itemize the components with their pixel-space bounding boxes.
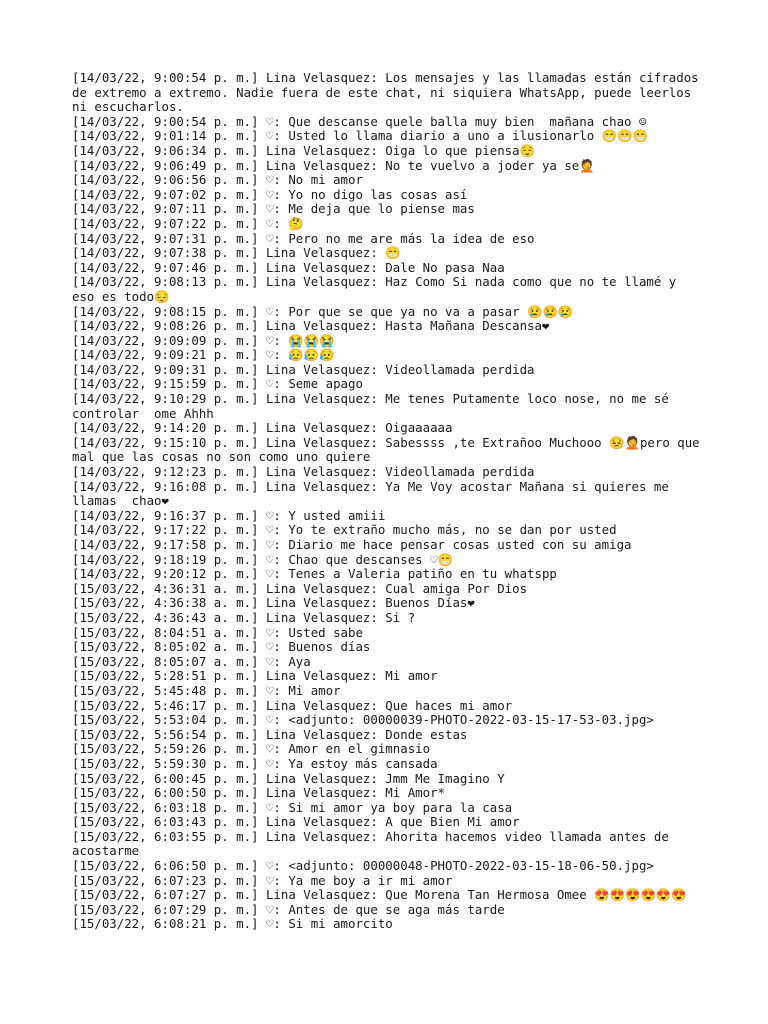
chat-message-line: [14/03/22, 9:17:58 p. m.] ♡: Diario me hace pensar cosas usted con su amiga — [72, 537, 632, 552]
chat-message-line: [14/03/22, 9:15:59 p. m.] ♡: Seme apago — [72, 376, 363, 392]
chat-message-line: [14/03/22, 9:18:19 p. m.] ♡: Chao que descanses ♡😁 — [72, 551, 453, 567]
chat-message-line: [14/03/22, 9:00:54 p. m.] ♡: Que descanse quele balla muy bien mañana chao ☺ — [72, 113, 647, 129]
chat-message-line: [15/03/22, 6:07:27 p. m.] Lina Velasquez: Que Morena Tan Hermosa Omee 😍😍😍😍😍😍 — [72, 887, 687, 903]
chat-message-line: [15/03/22, 6:06:50 p. m.] ♡: <adjunto: 00000048-PHOTO-2022-03-15-18-06-50.jpg> — [72, 858, 654, 874]
chat-message-line: [14/03/22, 9:16:37 p. m.] ♡: Y usted amiii — [72, 507, 386, 523]
chat-message-line: [14/03/22, 9:08:13 p. m.] Lina Velasquez: Haz Como Si nada como que no te llamé y eso es todo😔 — [72, 274, 684, 304]
chat-transcript — [72, 70, 708, 932]
chat-message-line: [15/03/22, 5:56:54 p. m.] Lina Velasquez: Donde estas — [72, 726, 468, 742]
chat-message-line: [15/03/22, 6:03:43 p. m.] Lina Velasquez: A que Bien Mi amor — [72, 814, 520, 830]
chat-message-line: [15/03/22, 6:08:21 p. m.] ♡: Si mi amorcito — [72, 916, 393, 932]
chat-message-line: [15/03/22, 5:59:30 p. m.] ♡: Ya estoy más cansada — [72, 755, 438, 771]
chat-message-line: [15/03/22, 4:36:43 a. m.] Lina Velasquez: Si ? — [72, 609, 416, 625]
chat-message-line: [14/03/22, 9:09:31 p. m.] Lina Velasquez: Videollamada perdida — [72, 361, 535, 377]
chat-message-line: [15/03/22, 5:59:26 p. m.] ♡: Amor en el gimnasio — [72, 741, 431, 757]
chat-message-line: [14/03/22, 9:01:14 p. m.] ♡: Usted lo llama diario a uno a ilusionarlo 😁😁😁 — [72, 128, 648, 144]
chat-message-line: [15/03/22, 4:36:31 a. m.] Lina Velasquez: Cual amiga Por Dios — [72, 580, 528, 596]
chat-message-line: [14/03/22, 9:17:22 p. m.] ♡: Yo te extraño mucho más, no se dan por usted — [72, 522, 617, 538]
chat-message-line: [14/03/22, 9:09:09 p. m.] ♡: 😭😭😭 — [72, 332, 335, 348]
chat-message-line: [15/03/22, 4:36:38 a. m.] Lina Velasquez: Buenos Días❤ — [72, 595, 475, 611]
chat-message-line: [14/03/22, 9:07:22 p. m.] ♡: 🤔 — [72, 215, 304, 231]
chat-message-line: [15/03/22, 5:53:04 p. m.] ♡: <adjunto: 00000039-PHOTO-2022-03-15-17-53-03.jpg> — [72, 712, 654, 728]
chat-message-line: [15/03/22, 5:46:17 p. m.] Lina Velasquez: Que haces mi amor — [72, 697, 513, 713]
chat-message-line: [15/03/22, 8:04:51 a. m.] ♡: Usted sabe — [72, 624, 363, 640]
chat-message-line: [15/03/22, 6:00:45 p. m.] Lina Velasquez: Jmm Me Imagino Y — [72, 770, 505, 786]
chat-message-line: [15/03/22, 6:07:29 p. m.] ♡: Antes de que se aga más tarde — [72, 901, 505, 917]
chat-message-line: [14/03/22, 9:16:08 p. m.] Lina Velasquez: Ya Me Voy acostar Mañana si quieres me llamas chao❤ — [72, 478, 677, 509]
chat-message-line: [14/03/22, 9:12:23 p. m.] Lina Velasquez: Videollamada perdida — [72, 464, 535, 480]
chat-message-line: [14/03/22, 9:00:54 p. m.] Lina Velasquez: Los mensajes y las llamadas están cifrados de extremo a extremo. Nadie fuera de este chat, ni siquiera WhatsApp, puede leerlos ni escucharlos. — [72, 70, 707, 115]
chat-message-line: [14/03/22, 9:07:02 p. m.] ♡: Yo no digo las cosas así — [72, 186, 468, 202]
chat-message-line: [14/03/22, 9:06:56 p. m.] ♡: No mi amor — [72, 172, 363, 188]
chat-message-line: [15/03/22, 5:28:51 p. m.] Lina Velasquez: Mi amor — [72, 668, 438, 684]
chat-message-line: [14/03/22, 9:14:20 p. m.] Lina Velasquez: Oigaaaaaa — [72, 420, 453, 436]
chat-message-line: [15/03/22, 6:00:50 p. m.] Lina Velasquez: Mi Amor* — [72, 785, 445, 801]
chat-message-line: [14/03/22, 9:10:29 p. m.] Lina Velasquez: Me tenes Putamente loco nose, no me sé controlar ome Ahhh — [72, 391, 677, 421]
chat-message-line: [15/03/22, 6:07:23 p. m.] ♡: Ya me boy a ir mi amor — [72, 872, 453, 888]
chat-message-line: [14/03/22, 9:06:34 p. m.] Lina Velasquez: Oiga lo que piensa😌 — [72, 142, 536, 158]
chat-message-line: [14/03/22, 9:07:46 p. m.] Lina Velasquez: Dale No pasa Naa — [72, 259, 505, 275]
chat-message-line: [14/03/22, 9:08:26 p. m.] Lina Velasquez: Hasta Mañana Descansa❤ — [72, 318, 550, 334]
chat-message-line: [15/03/22, 8:05:07 a. m.] ♡: Aya — [72, 653, 311, 669]
chat-message-line: [14/03/22, 9:08:15 p. m.] ♡: Por que se que ya no va a pasar 😢😢😢 — [72, 303, 574, 319]
chat-message-line: [14/03/22, 9:15:10 p. m.] Lina Velasquez: Sabessss ,te Extrañoo Muchooo 😣🤦pero que mal que las cosas no son como uno quiere — [72, 434, 708, 465]
chat-message-line: [14/03/22, 9:07:38 p. m.] Lina Velasquez: 😁 — [72, 245, 401, 261]
chat-message-line: [15/03/22, 6:03:55 p. m.] Lina Velasquez: Ahorita hacemos video llamada antes de acostarme — [72, 828, 677, 859]
chat-message-line: [14/03/22, 9:07:31 p. m.] ♡: Pero no me are más la idea de eso — [72, 230, 535, 246]
chat-message-line: [14/03/22, 9:20:12 p. m.] ♡: Tenes a Valeria patiño en tu whatspp — [72, 566, 557, 582]
chat-message-line: [15/03/22, 6:03:18 p. m.] ♡: Si mi amor ya boy para la casa — [72, 799, 513, 815]
chat-message-line: [14/03/22, 9:07:11 p. m.] ♡: Me deja que lo piense mas — [72, 201, 475, 217]
chat-message-line: [15/03/22, 5:45:48 p. m.] ♡: Mi amor — [72, 682, 341, 698]
chat-message-line: [14/03/22, 9:06:49 p. m.] Lina Velasquez: No te vuelvo a joder ya se🤦 — [72, 157, 595, 173]
chat-message-line: [15/03/22, 8:05:02 a. m.] ♡: Buenos días — [72, 639, 371, 655]
chat-message-line: [14/03/22, 9:09:21 p. m.] ♡: 😥😥😥 — [72, 347, 335, 363]
